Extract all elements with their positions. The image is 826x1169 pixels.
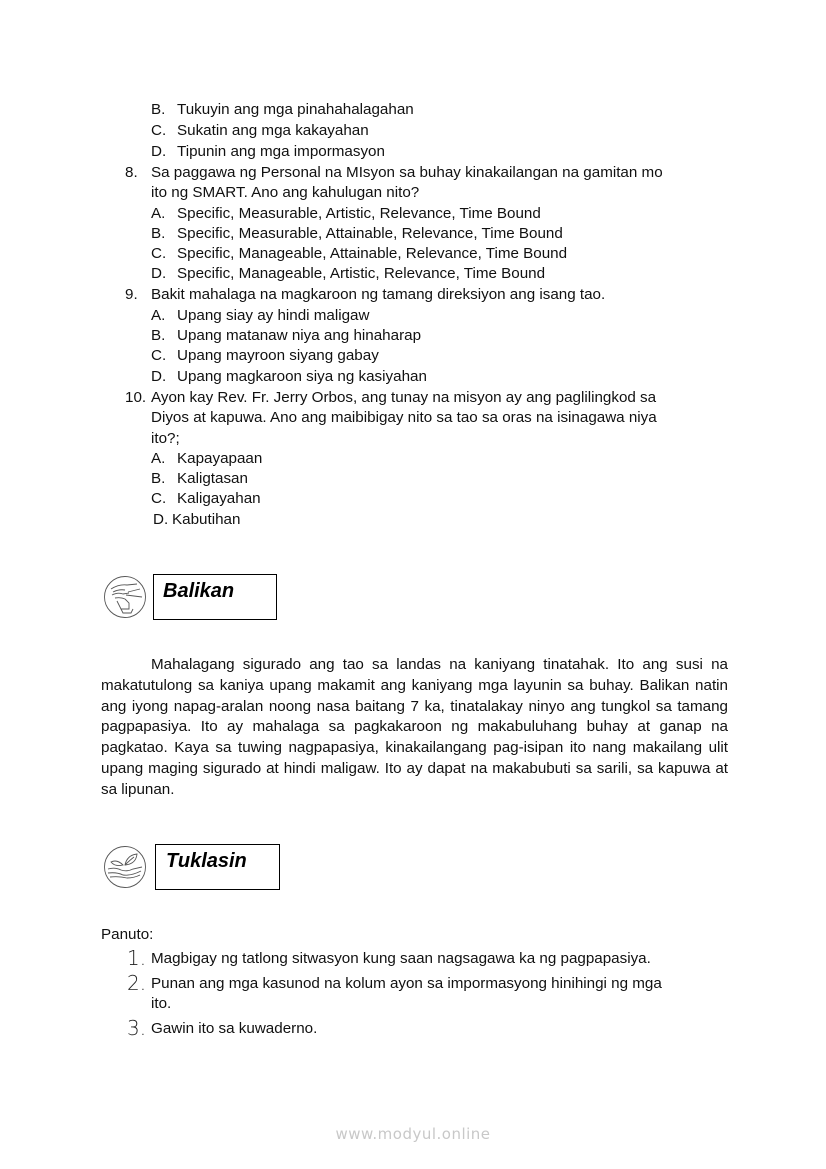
- balikan-title: Balikan: [163, 580, 235, 602]
- step-2-text-line-1: Punan ang mga kasunod na kolum ayon sa impormasyong hinihingi ng mga: [151, 975, 662, 992]
- q10-option-b: B. Kaligtasan: [151, 470, 248, 487]
- q8-option-d: D. Specific, Manageable, Artistic, Relevance, Time Bound: [151, 265, 546, 282]
- q7-option-c: C. Sukatin ang mga kakayahan: [151, 122, 369, 139]
- q9-option-c: C. Upang mayroon siyang gabay: [151, 347, 379, 364]
- q8-option-c: C. Specific, Manageable, Attainable, Relevance, Time Bound: [151, 245, 568, 262]
- q7-option-b: B. Tukuyin ang mga pinahahalagahan: [151, 101, 414, 118]
- q10-text-line-2: Diyos at kapuwa. Ano ang maibibigay nito sa tao sa oras na isinagawa niya: [151, 409, 657, 426]
- balikan-paragraph: Mahalagang sigurado ang tao sa landas na kaniyang tinatahak. Ito ang susi na makatutulong sa kaniya upang makamit ang kaniyang mga layunin sa buhay. Balikan natin ang iyong napag-aralan noong nasa baitang 7 ka, tinatalakay ninyo ang tungkol sa tamang pagpapasiya. Ito ay mahalaga sa pagkakaroon ng makabuluhang buhay at ganap na pagkatao. Kaya sa tuwing nagpapasiya, kinakailangang pag-isipan ito nang makailang ulit upang maging sigurado at hindi maligaw. Ito ay dapat na makabubuti sa sarili, sa kapuwa at sa lipunan.: [101, 656, 728, 798]
- watermark: www.modyul.online: [335, 1125, 491, 1143]
- q8-option-b: B. Specific, Measurable, Attainable, Relevance, Time Bound: [151, 225, 563, 242]
- step-1-text: Magbigay ng tatlong sitwasyon kung saan nagsagawa ka ng pagpapasiya.: [151, 950, 651, 967]
- tuklasin-title: Tuklasin: [166, 850, 247, 872]
- q10-option-c: C. Kaligayahan: [151, 490, 261, 507]
- step-3-number: 3.: [127, 1016, 147, 1040]
- step-1-number: 1.: [127, 946, 147, 970]
- q9-option-a: A. Upang siay ay hindi maligaw: [151, 307, 370, 324]
- hand-reaching-icon: [103, 575, 147, 619]
- q7-option-d: D. Tipunin ang mga impormasyon: [151, 143, 385, 160]
- q10-text-line-3: ito?;: [151, 430, 180, 447]
- q10-option-d: D. Kabutihan: [153, 511, 241, 528]
- step-2-number: 2.: [127, 971, 147, 995]
- step-2-text-line-2: ito.: [151, 995, 172, 1012]
- q9-option-b: B. Upang matanaw niya ang hinaharap: [151, 327, 422, 344]
- q9-number: 9.: [125, 286, 138, 303]
- step-3-text: Gawin ito sa kuwaderno.: [151, 1020, 318, 1037]
- q9-text-line-1: Bakit mahalaga na magkaroon ng tamang direksiyon ang isang tao.: [151, 286, 606, 303]
- q10-text-line-1: Ayon kay Rev. Fr. Jerry Orbos, ang tunay na misyon ay ang paglilingkod sa: [151, 389, 657, 406]
- q8-option-a: A. Specific, Measurable, Artistic, Relevance, Time Bound: [151, 205, 541, 222]
- q10-number: 10.: [125, 389, 147, 406]
- q8-text-line-2: ito ng SMART. Ano ang kahulugan nito?: [151, 184, 420, 201]
- instructions-label: Panuto:: [101, 926, 154, 943]
- hand-with-leaf-icon: [103, 845, 147, 889]
- q9-option-d: D. Upang magkaroon siya ng kasiyahan: [151, 368, 427, 385]
- q10-option-a: A. Kapayapaan: [151, 450, 263, 467]
- q8-number: 8.: [125, 164, 138, 181]
- q8-text-line-1: Sa paggawa ng Personal na MIsyon sa buhay kinakailangan na gamitan mo: [151, 164, 663, 181]
